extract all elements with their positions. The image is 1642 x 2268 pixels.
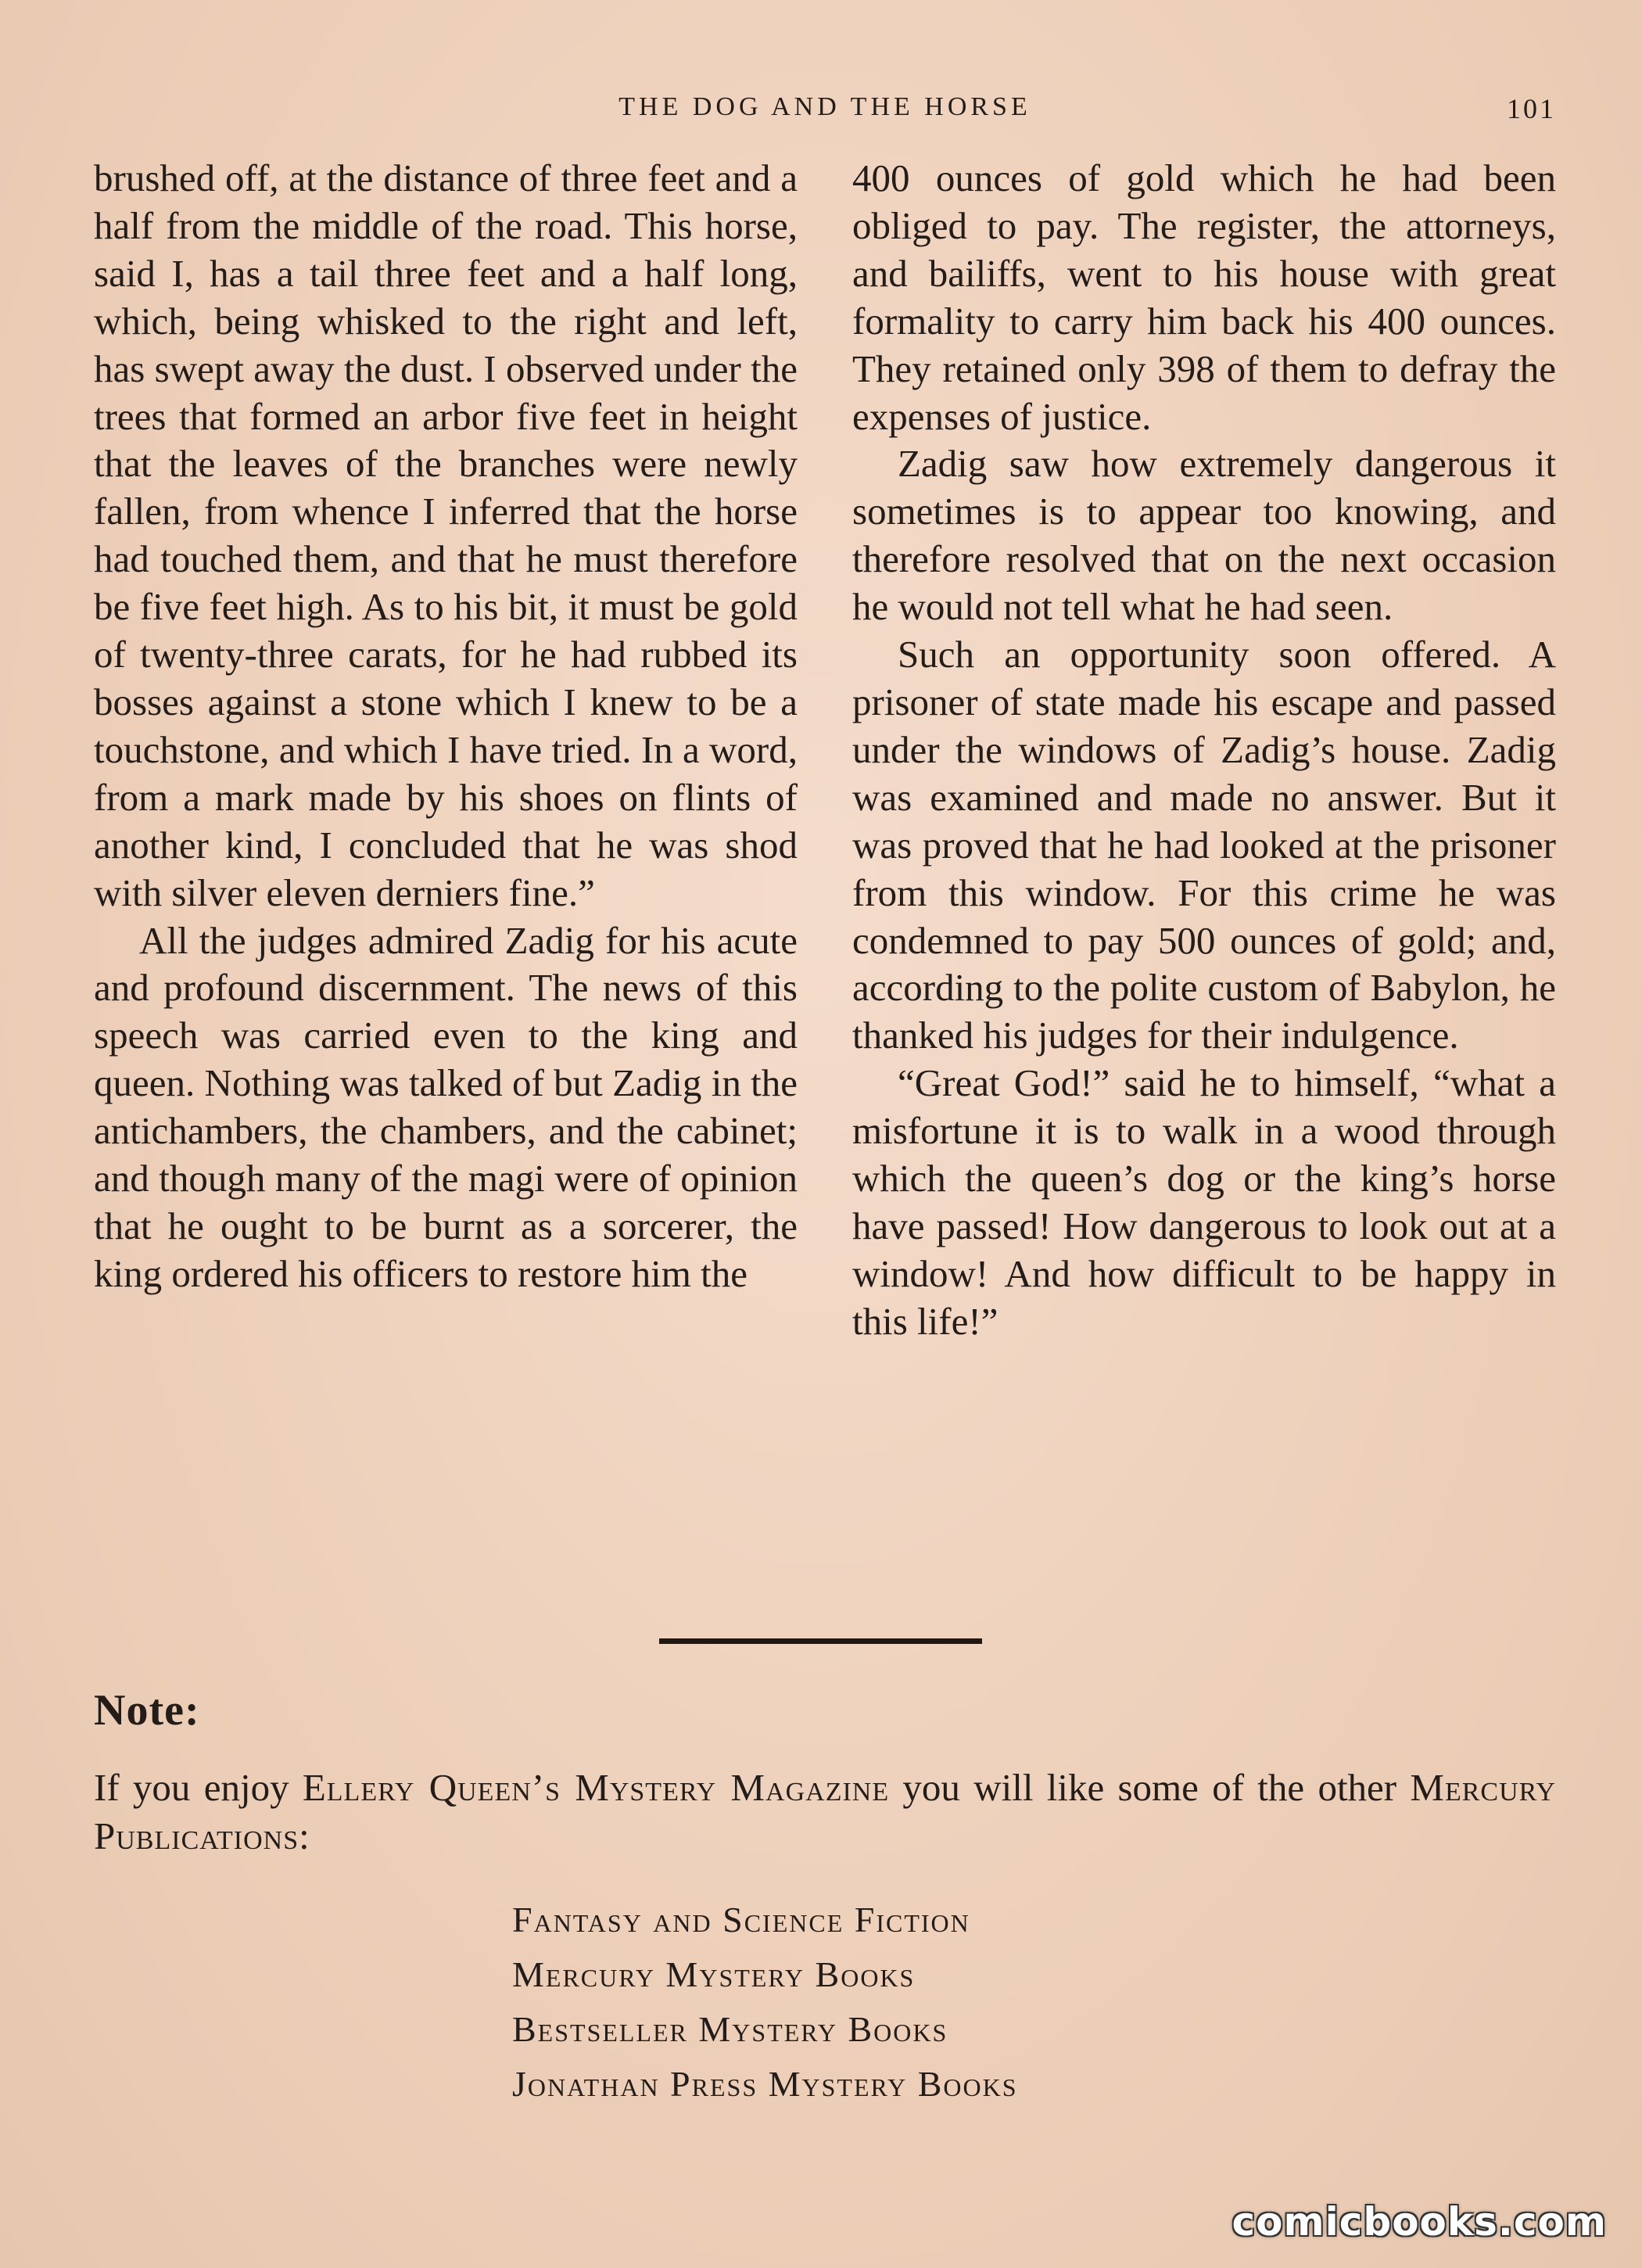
running-title: THE DOG AND THE HORSE [618,92,1031,121]
running-head [94,92,1556,139]
note-text-after: : [299,1814,310,1857]
note-heading: Note: [94,1686,200,1735]
left-column [94,155,798,1298]
note-text-before: If you enjoy [94,1766,303,1809]
note-text-middle: you will like some of the other [889,1766,1411,1809]
publication-item: Bestseller Mystery Books [512,2009,948,2049]
site-watermark: comicbooks.com [1232,2199,1607,2245]
left-paragraph-1: brushed off, at the distance of three feet and a half from the middle of the road. This horse, said I, has a tail three feet and a half long, which, being whisked to the right and left, has swept away the dust. I observed under the trees that formed an arbor five feet in height that the leaves of the branches were newly fallen, from whence I inferred that the horse had touched them, and that he must therefore be five feet high. As to his bit, it must be gold of twenty-three carats, for he had rubbed its bosses against a stone which I knew to be a touchstone, and which I have tried. In a word, from a mark made by his shoes on flints of another kind, I concluded that he was shod with silver eleven derniers fine.” [94,156,798,914]
right-column [852,155,1556,1346]
right-paragraph-2: Zadig saw how extremely dangerous it sometimes is to appear too knowing, and therefore resolved that on the next occasion he would not tell what he had seen. [852,442,1556,629]
note-text [94,1764,1556,1861]
left-paragraph-2: All the judges admired Zadig for his acute and profound discernment. The news of this speech was carried even to the king and queen. Nothing was talked of but Zadig in the antichambers, the chambers, and the cabinet; and though many of the magi were of opinion that he ought to be burnt as a sorcerer, the king ordered his officers to restore him the [94,918,798,1295]
publication-list [512,1893,1018,2112]
publication-item: Fantasy and Science Fiction [512,1900,970,1940]
right-paragraph-4: “Great God!” said he to himself, “what a misfortune it is to walk in a wood through which the queen’s dog or the king’s horse have passed! How dangerous to look out at a window! And how difficult to be happy in this life!” [852,1061,1556,1343]
section-divider [659,1638,982,1644]
publication-item: Mercury Mystery Books [512,1954,916,1994]
publication-item: Jonathan Press Mystery Books [512,2064,1018,2104]
magazine-name: Ellery Queen’s Mystery Magazine [302,1766,890,1809]
publisher-name: Mercury Publications [94,1766,1557,1857]
page-number: 101 [1507,93,1556,124]
right-paragraph-3: Such an opportunity soon offered. A prisoner of state made his escape and passed under the windows of Zadig’s house. Zadig was examined and made no answer. But it was proved that he had looked at the prisoner from this window. For this crime he was condemned to pay 500 ounces of gold; and, according to the polite custom of Babylon, he thanked his judges for their indulgence. [852,633,1556,1057]
right-paragraph-1: 400 ounces of gold which he had been obliged to pay. The register, the attorneys, and bailiffs, went to his house with great formality to carry him back his 400 ounces. They retained only 398 of them to defray the expenses of justice. [852,156,1556,438]
body-columns [94,155,1556,1609]
